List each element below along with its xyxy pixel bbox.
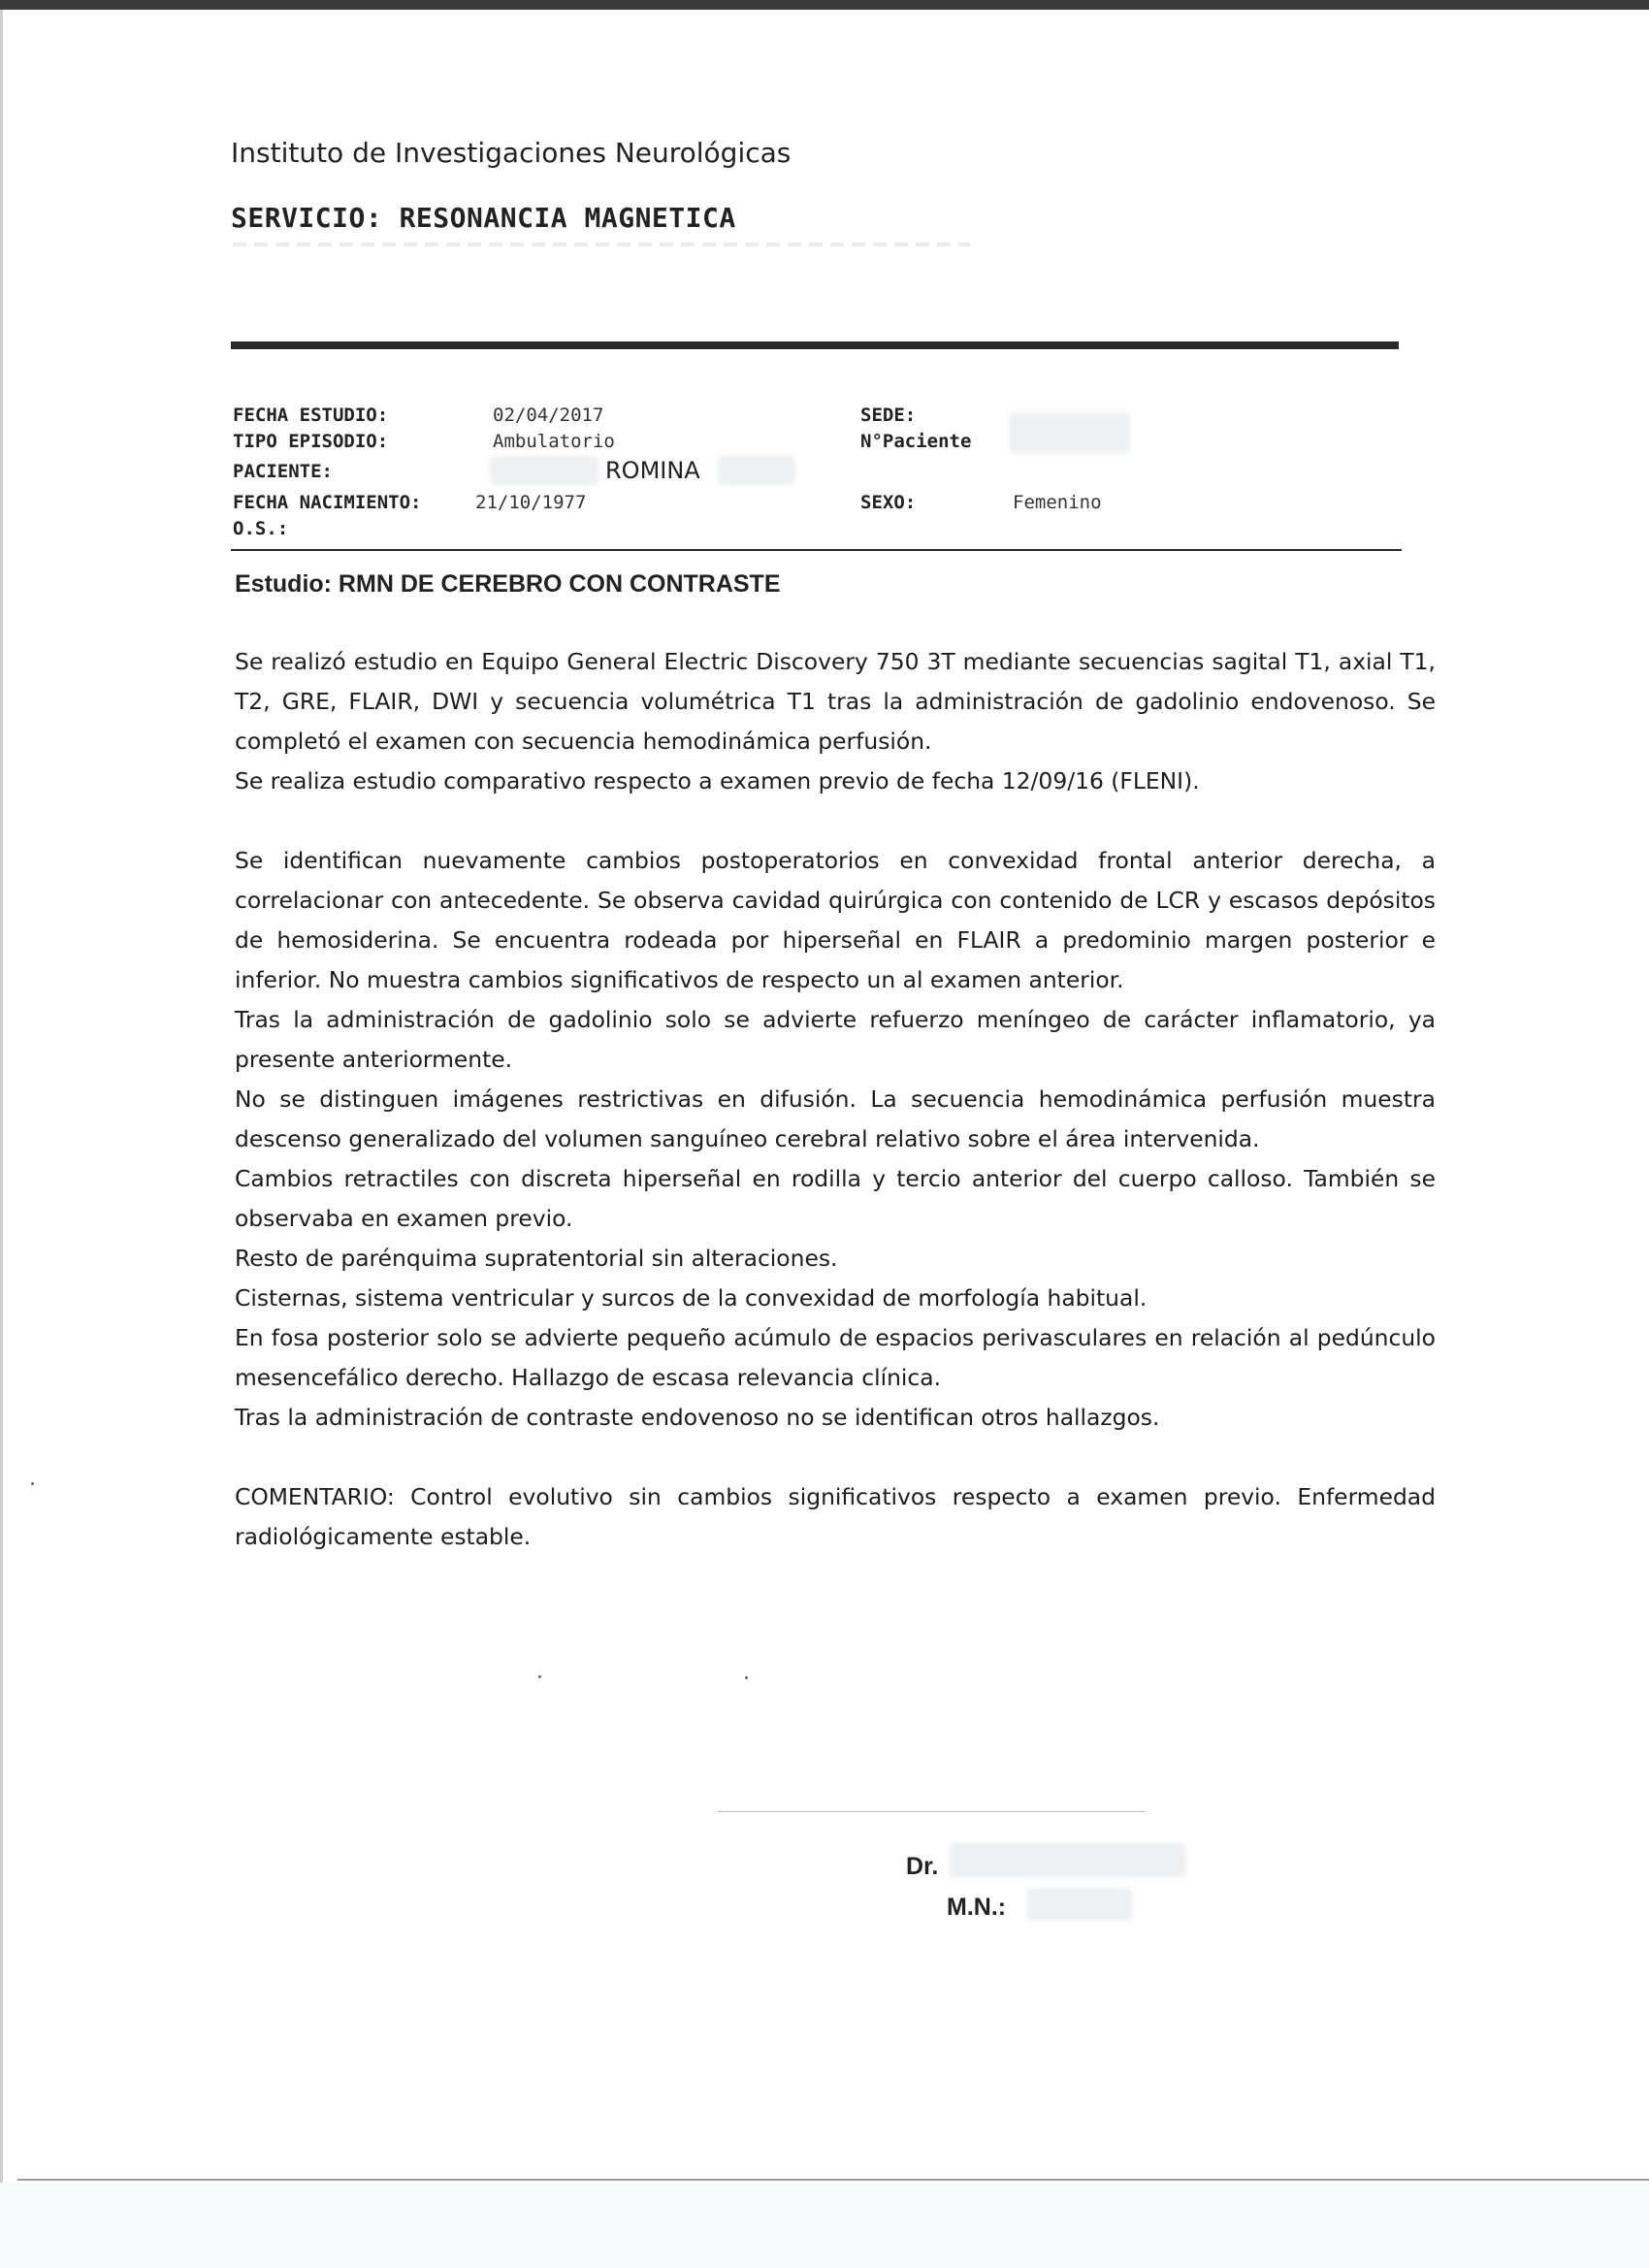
fecha-nacimiento-value: 21/10/1977: [475, 492, 587, 513]
fecha-nacimiento-label: FECHA NACIMIENTO:: [233, 492, 422, 513]
license-label: M.N.:: [947, 1894, 1007, 1921]
npaciente-label: N°Paciente: [860, 431, 972, 452]
institution-name: Instituto de Investigaciones Neurológicas: [231, 137, 792, 169]
sede-label: SEDE:: [860, 405, 917, 426]
report-comment: COMENTARIO: Control evolutivo sin cambios significativos respecto a examen previo. Enfermedad radiológicamente estable.: [235, 1483, 1436, 1550]
scan-speck: [745, 1676, 748, 1679]
scan-top-edge: [0, 0, 1649, 10]
report-paragraph: En fosa posterior solo se advierte pequeño acúmulo de espacios perivasculares en relación al pedúnculo mesencefálico derecho. Hallazgo de escasa relevancia clínica.: [235, 1324, 1436, 1391]
fecha-estudio-value: 02/04/2017: [493, 405, 604, 426]
report-paragraph: Tras la administración de contraste endovenoso no se identifican otros hallazgos.: [235, 1404, 1160, 1431]
info-divider: [231, 549, 1402, 551]
report-paragraph: Cambios retractiles con discreta hiperseñal en rodilla y tercio anterior del cuerpo calloso. También se observaba en examen previo.: [235, 1165, 1436, 1232]
tipo-episodio-label: TIPO EPISODIO:: [233, 431, 389, 452]
tipo-episodio-value: Ambulatorio: [493, 431, 615, 452]
report-paragraph: No se distinguen imágenes restrictivas en difusión. La secuencia hemodinámica perfusión muestra descenso generalizado del volumen sanguíneo cerebral relativo sobre el área intervenida.: [235, 1085, 1436, 1152]
scan-speck: [31, 1482, 34, 1485]
fecha-estudio-label: FECHA ESTUDIO:: [233, 405, 389, 426]
scan-left-edge: [0, 10, 3, 2183]
report-paragraph: Resto de parénquima supratentorial sin alteraciones.: [235, 1245, 838, 1272]
redacted-license-number: [1026, 1888, 1133, 1921]
scan-bottom-margin: [0, 2183, 1649, 2268]
signature-line: [718, 1811, 1145, 1812]
redacted-surname: [490, 456, 598, 485]
service-title: SERVICIO: RESONANCIA MAGNETICA: [231, 202, 736, 234]
doctor-label: Dr.: [906, 1853, 939, 1880]
report-paragraph: Tras la administración de gadolinio solo se advierte refuerzo meníngeo de carácter inflamatorio, ya presente anteriormente.: [235, 1006, 1436, 1073]
report-paragraph: Se identifican nuevamente cambios postoperatorios en convexidad frontal anterior derecha, a correlacionar con antecedente. Se observa cavidad quirúrgica con contenido de LCR y escasos depósitos de hemosiderina. Se encuentra rodeada por hiperseñal en FLAIR a predominio margen posterior e inferior. No muestra cambios significativos de respecto un al examen anterior.: [235, 847, 1436, 993]
study-title: Estudio: RMN DE CEREBRO CON CONTRASTE: [235, 570, 781, 598]
redacted-name-part: [718, 456, 795, 485]
sexo-label: SEXO:: [860, 492, 917, 513]
report-body: [235, 642, 1436, 1557]
paciente-label: PACIENTE:: [233, 461, 333, 482]
sexo-value: Femenino: [1013, 492, 1102, 513]
scan-bottom-edge: [17, 2179, 1649, 2181]
report-paragraph: Cisternas, sistema ventricular y surcos de la convexidad de morfología habitual.: [235, 1284, 1148, 1312]
obra-social-label: O.S.:: [233, 518, 289, 539]
report-paragraph: Se realizó estudio en Equipo General Electric Discovery 750 3T mediante secuencias sagital T1, axial T1, T2, GRE, FLAIR, DWI y secuencia volumétrica T1 tras la administración de gadolinio endovenoso. Se completó el examen con secuencia hemodinámica perfusión.: [235, 648, 1436, 755]
report-paragraph: Se realiza estudio comparativo respecto a examen previo de fecha 12/09/16 (FLENI).: [235, 767, 1200, 794]
header-divider: [231, 341, 1399, 349]
scan-speck: [538, 1675, 541, 1678]
redacted-doctor-name: [949, 1843, 1186, 1878]
faint-address-line: [233, 243, 970, 246]
paciente-value: ROMINA: [605, 457, 700, 484]
redacted-patient-number: [1009, 412, 1130, 453]
